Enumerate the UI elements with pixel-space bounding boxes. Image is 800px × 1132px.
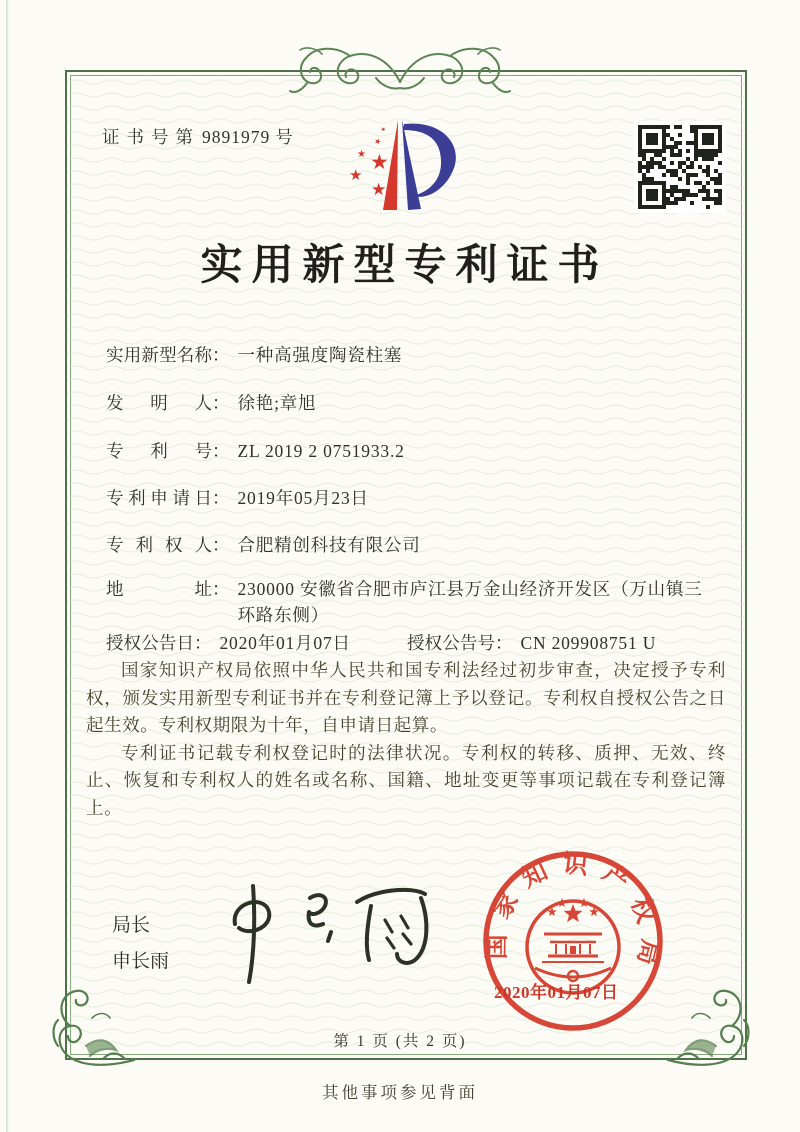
qr-code: [634, 121, 726, 213]
field-value-filing-date: 2019年05月23日: [237, 488, 369, 508]
field-value-patent-number: ZL 2019 2 0751933.2: [237, 441, 405, 461]
field-colon: ：: [212, 488, 230, 508]
field-colon: ：: [194, 633, 212, 653]
qr-code-modules: [638, 125, 722, 209]
field-value-patentee: 合肥精创科技有限公司: [237, 535, 421, 555]
field-colon: ：: [212, 345, 230, 365]
cnipa-logo-p-mark: [336, 102, 468, 222]
field-label: 发明人: [106, 393, 212, 413]
legal-paragraph-2: 专利证书记载专利权登记时的法律状况。专利权的转移、质押、无效、终止、恢复和专利权人的姓名或名称、国籍、地址变更等事项记载在专利登记簿上。: [86, 742, 726, 818]
field-label: 授权公告日: [106, 633, 194, 653]
star-icon: ★: [371, 180, 387, 200]
field-row-grant: [106, 630, 722, 656]
field-row-inventor: [106, 390, 316, 416]
signer-title: 局长: [112, 915, 151, 936]
certificate-number: [102, 124, 293, 149]
field-colon: ：: [212, 441, 230, 461]
signer-block: [112, 908, 169, 980]
signer-name: 申长雨: [112, 951, 170, 972]
field-label: 实用新型名称: [106, 345, 212, 365]
certificate-number-value: 9891979: [202, 127, 271, 147]
field-label: 专利权人: [106, 535, 212, 555]
field-value-grant-number: CN 209908751 U: [520, 633, 657, 653]
star-icon: ★: [372, 136, 383, 147]
field-row-patent-number: [106, 438, 405, 464]
certificate-number-suffix: 号: [275, 127, 293, 147]
field-value-utility-model-name: 一种高强度陶瓷柱塞: [237, 345, 403, 365]
field-grant-number-group: [407, 630, 656, 656]
star-icon: ★: [349, 166, 363, 184]
legal-statement: [86, 657, 726, 822]
field-label: 地址: [106, 579, 212, 599]
star-icon: ★: [378, 125, 388, 135]
field-label: 专利号: [106, 441, 212, 461]
field-value-grant-date: 2020年01月07日: [219, 633, 351, 653]
field-colon: ：: [212, 393, 230, 413]
cnipa-official-seal: [478, 846, 668, 1036]
field-row-filing-date: [106, 485, 369, 511]
field-colon: ：: [495, 633, 513, 653]
field-row-patentee: [106, 532, 421, 558]
field-value-inventor: 徐艳;章旭: [237, 393, 317, 413]
cnipa-logo-icon: [336, 102, 468, 222]
field-colon: ：: [212, 535, 230, 555]
certificate-number-prefix: 证书号第: [102, 127, 200, 147]
field-value-address: 230000 安徽省合肥市庐江县万金山经济开发区（万山镇三环路东侧）: [237, 579, 703, 625]
star-icon: ★: [357, 149, 366, 160]
legal-paragraph-1: 国家知识产权局依照中华人民共和国专利法经过初步审查，决定授予专利权，颁发实用新型专利证书并在专利登记簿上予以登记。专利权自授权公告之日起生效。专利权期限为十年，自申请日起算。: [86, 660, 726, 735]
field-label: 专利申请日: [106, 488, 212, 508]
back-side-note: 其他事项参见背面: [322, 1083, 478, 1102]
star-icon: ★: [370, 150, 389, 174]
field-row-name: [106, 342, 402, 368]
shen-changyu-signature: [215, 872, 450, 990]
seal-date: 2020年01月07日: [494, 983, 619, 1002]
field-label: 授权公告号: [407, 633, 495, 653]
certificate-title: 实用新型专利证书: [200, 243, 609, 289]
field-row-address: [106, 576, 718, 628]
page-indicator: 第 1 页 (共 2 页): [333, 1033, 467, 1050]
field-colon: ：: [212, 579, 230, 599]
scan-edge-shadow: [6, 0, 9, 1132]
seal-text: 国家知识产权局: [483, 850, 664, 981]
